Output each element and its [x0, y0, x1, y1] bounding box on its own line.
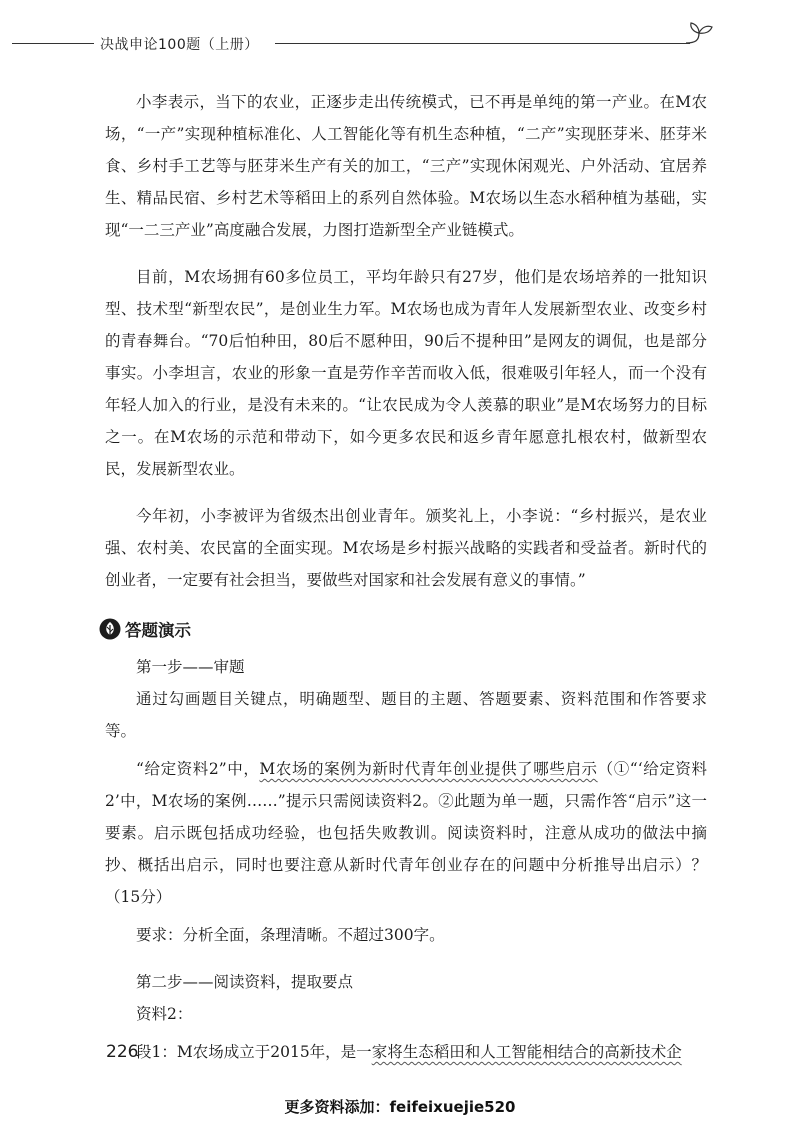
- step-1-requirement: 要求：分析全面，条理清晰。不超过300字。: [136, 926, 445, 944]
- material-label: 资料2：: [136, 1005, 193, 1023]
- page-body: [105, 86, 707, 1074]
- segment-prefix: 段1：M农场成立于2015年，是一: [136, 1043, 372, 1061]
- body-paragraph: 小李表示，当下的农业，正逐步走出传统模式，已不再是单纯的第一产业。在M农场，“一产”实现种植标准化、人工智能化等有机生态种植，“二产”实现胚芽米、胚芽米食、乡村手工艺等与胚芽米生产有关的加工，“三产”实现休闲观光、户外活动、宜居养生、精品民宿、乡村艺术等稻田上的系列自然体验。M农场以生态水稻种植为基础，实现“一二三产业”高度融合发展，力图打造新型全产业链模式。: [105, 93, 707, 239]
- section-title: 答题演示: [125, 621, 191, 640]
- segment-underlined-text: 家将生态稻田和人工智能相结合的高新技术企: [371, 1043, 682, 1061]
- section-heading: [99, 611, 707, 647]
- step-1-question: [105, 753, 707, 913]
- step-1-intro: 通过勾画题目关键点，明确题型、题目的主题、答题要素、资料范围和作答要求等。: [105, 690, 707, 740]
- question-note: （①“‘给定资料2’中，M农场的案例……”提示只需阅读资料2。②此题为单一题，只需作答“启示”这一要素。启示既包括成功经验，也包括失败教训。阅读资料时，注意从成功的做法中摘抄、概括出启示，同时也要注意从新时代青年创业存在的问题中分析推导出启示）？（15分）: [105, 760, 707, 906]
- header-rule-left: [12, 43, 94, 44]
- header-rule-right: [275, 43, 690, 44]
- segment-1: [105, 1036, 707, 1068]
- sprout-icon: [682, 18, 716, 52]
- question-underlined-text: M农场的案例为新时代青年创业提供了哪些启示: [259, 760, 598, 778]
- body-paragraph: 今年初，小李被评为省级杰出创业青年。颁奖礼上，小李说：“乡村振兴，是农业强、农村美、农民富的全面实现。M农场是乡村振兴战略的实践者和受益者。新时代的创业者，一定要有社会担当，要做些对国家和社会发展有意义的事情。”: [105, 507, 707, 589]
- question-prefix: “给定资料2”中，: [136, 760, 260, 778]
- page-number: 226: [106, 1042, 139, 1062]
- footer-note: 更多资料添加：feifeixuejie520: [284, 1098, 516, 1116]
- leaf-icon: [99, 618, 121, 640]
- step-1-title: 第一步——审题: [136, 658, 245, 676]
- step-2-title: 第二步——阅读资料，提取要点: [136, 973, 354, 991]
- body-paragraph: 目前，M农场拥有60多位员工，平均年龄只有27岁，他们是农场培养的一批知识型、技术型“新型农民”，是创业生力军。M农场也成为青年人发展新型农业、改变乡村的青春舞台。“70后怕种田，80后不愿种田，90后不提种田”是网友的调侃，也是部分事实。小李坦言，农业的形象一直是劳作辛苦而收入低，很难吸引年轻人，而一个没有年轻人加入的行业，是没有未来的。“让农民成为令人羡慕的职业”是M农场努力的目标之一。在M农场的示范和带动下，如今更多农民和返乡青年愿意扎根农村，做新型农民，发展新型农业。: [105, 268, 707, 478]
- running-header-title: 决战申论100题（上册）: [100, 37, 259, 53]
